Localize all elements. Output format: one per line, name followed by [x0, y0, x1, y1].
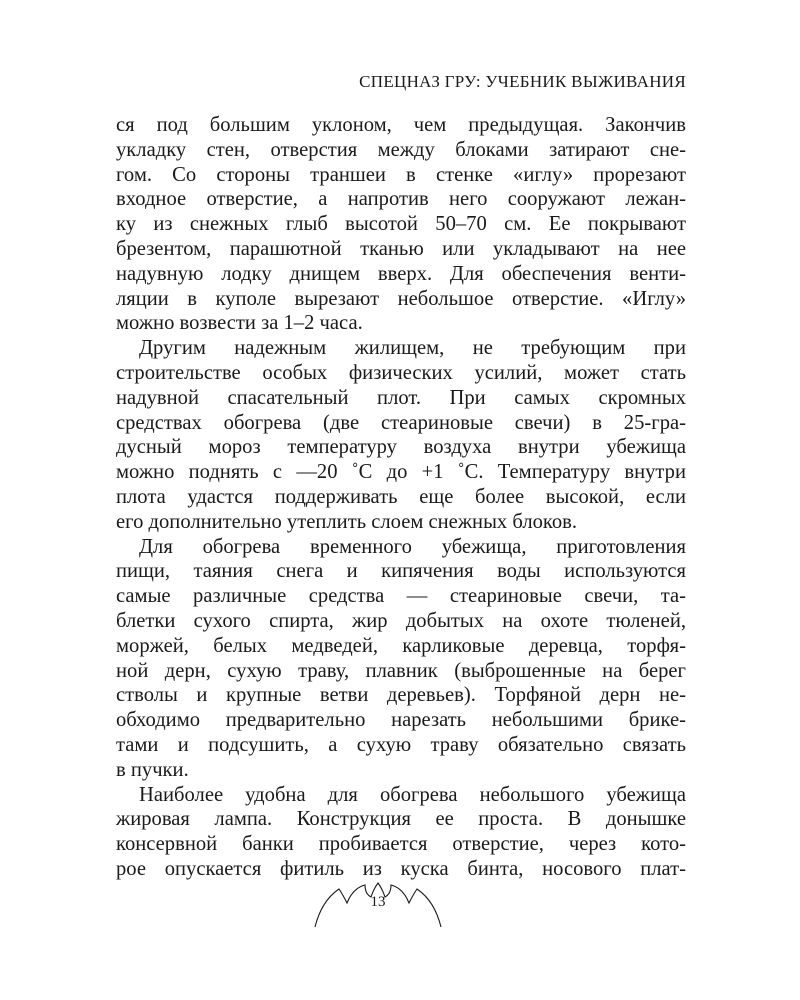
text-line: Для обогрева временного убежища, приготовления: [139, 535, 686, 558]
text-line: стволы и крупные ветви деревьев). Торфяной дерн не-: [116, 684, 686, 707]
text-line: можно поднять с —20 ˚С до +1 ˚С. Температуру внутри: [116, 461, 686, 484]
text-line: дусный мороз температуру воздуха внутри убежища: [116, 436, 686, 459]
paragraph-3: [116, 535, 686, 783]
text-line: Наиболее удобна для обогрева небольшого убежища: [139, 783, 686, 806]
page-number: 13: [370, 894, 386, 910]
text-line: строительстве особых физических усилий, может стать: [116, 361, 686, 384]
text-line: надувной спасательный плот. При самых скромных: [116, 386, 686, 409]
text-line: консервной банки пробивается отверстие, через кото-: [116, 833, 686, 856]
text-line: укладку стен, отверстия между блоками затирают сне-: [116, 138, 686, 161]
text-line: ся под большим уклоном, чем предыдущая. Закончив: [116, 114, 686, 136]
text-line: его дополнительно утеплить слоем снежных блоков.: [116, 510, 578, 533]
text-line: ной дерн, сухую траву, плавник (выброшенные на берег: [116, 659, 686, 682]
text-line: самые различные средства — стеариновые свечи, та-: [116, 585, 686, 608]
text-line: блетки сухого спирта, жир добытых на охоте тюленей,: [116, 609, 686, 632]
text-line: моржей, белых медведей, карликовые деревца, торфя-: [116, 634, 686, 657]
paragraph-4: [116, 783, 686, 882]
paragraph-2: [116, 336, 686, 534]
text-line: жировая лампа. Конструкция ее проста. В донышке: [116, 808, 686, 831]
body-text: [116, 113, 686, 882]
text-line: ку из снежных глыб высотой 50–70 см. Ее покрывают: [116, 213, 686, 236]
text-line: в пучки.: [116, 758, 189, 781]
text-line: гом. Со стороны траншеи в стенке «иглу» прорезают: [116, 163, 686, 186]
text-line: тами и подсушить, а сухую траву обязательно связать: [116, 733, 686, 756]
text-line: входное отверстие, а напротив него сооружают лежан-: [116, 188, 686, 211]
text-line: средствах обогрева (две стеариновые свечи) в 25-гра-: [116, 411, 686, 434]
text-line: надувную лодку днищем вверх. Для обеспечения венти-: [116, 262, 686, 285]
text-line: пищи, таяния снега и кипячения воды используются: [116, 560, 686, 583]
paragraph-1: [116, 113, 686, 336]
text-line: обходимо предварительно нарезать небольшими брике-: [116, 709, 686, 732]
text-line: плота удастся поддерживать еще более высокой, если: [116, 485, 686, 508]
running-head: СПЕЦНАЗ ГРУ: УЧЕБНИК ВЫЖИВАНИЯ: [359, 72, 686, 91]
text-line: брезентом, парашютной тканью или укладывают на нее: [116, 237, 686, 260]
text-line: Другим надежным жилищем, не требующим при: [139, 337, 686, 360]
text-line: ляции в куполе вырезают небольшое отверстие. «Иглу»: [116, 287, 686, 310]
text-line: можно возвести за 1–2 часа.: [116, 312, 363, 335]
folio-ornament: [313, 877, 443, 929]
text-line: рое опускается фитиль из куска бинта, носового плат-: [116, 857, 686, 880]
